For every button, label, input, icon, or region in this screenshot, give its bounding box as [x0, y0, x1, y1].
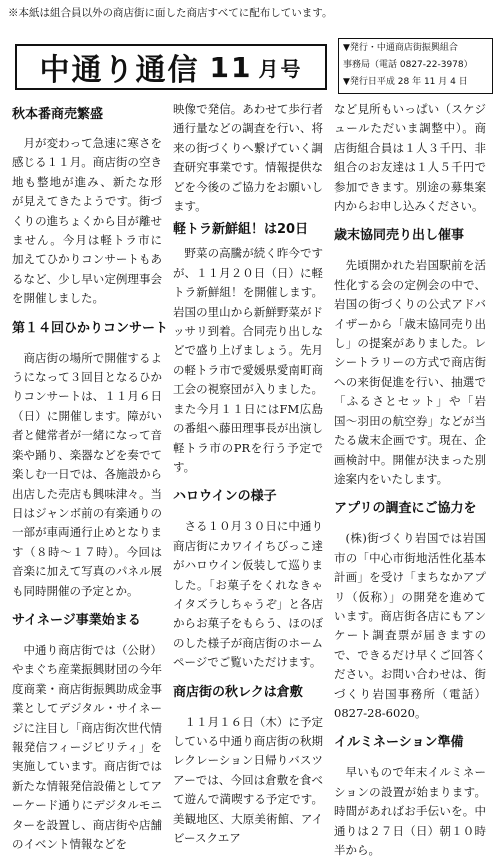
column-3	[334, 100, 486, 857]
article-heading: 軽トラ新鮮組！は20日	[173, 222, 309, 238]
article-body: さる１０月３０日に中通り商店街にカワイイちびっこ達がハロウイン仮装して巡りました。「お菓子をくれなきゃイタズラしちゃうぞ」と各店からお菓子をもらう、ほのぼのした様子が商店街のホームページでご覧いただけます。	[173, 519, 323, 670]
publisher-org: ▼発行・中通商店街振興組合	[343, 43, 458, 53]
article-body: 中通り商店街では（公財）やまぐち産業振興財団の今年度商業・商店街振興助成金事業としてデジタル・サイネージに注目し「商店街次世代情報発信フィージビリティ」を実施しています。商店街では新たな情報発信設備としてアーケード通りにデジタルモニターを設置し、商店街や店舗のイベント情報などを	[12, 642, 162, 851]
column-1	[12, 100, 169, 851]
masthead-issue-unit: 月号	[258, 56, 303, 81]
article-heading: アプリの調査にご協力を	[334, 501, 477, 517]
publisher-contact: 事務局（電話 0827-22-3978）	[343, 60, 473, 70]
article-body: 早いもので年末イルミネーションの設置が始まります。時間があればお手伝いを。中通りは２７日（日）朝１０時半から。	[334, 765, 486, 857]
column-2	[173, 100, 323, 845]
masthead	[15, 44, 327, 90]
distribution-notice: ※本紙は組合員以外の商店街に面した商店すべてに配布しています。	[8, 7, 333, 19]
article-heading: 商店街の秋レクは倉敷	[173, 684, 303, 700]
article-heading: サイネージ事業始まる	[12, 612, 141, 628]
article-heading: 秋本番商売繁盛	[12, 107, 104, 122]
article-body: 月が変わって急速に寒さを感じる１１月。商店街の空き地も整地が進み、新たな形が見えてきたようです。街づくりの進ちょくから目が離せません。今月は軽トラ市に加えてひかりコンサートもあるなど、少し早い定例理事会を開催しました。	[12, 136, 162, 306]
masthead-issue-number: 11	[209, 50, 253, 84]
publisher-date: ▼発行日平成 28 年 11 月 4 日	[343, 77, 468, 87]
article-body: 商店街の場所で開催するようになって３回目となるひかりコンサートは、１１月６日（日）に開催します。障がい者と健常者が一緒になって音楽や踊り、楽器などを奏でて楽しむ一日では、各施設から出店した売店も興味津々。当日はジャンボ前の有楽通りの一部が車両通行止めとなります（８時〜１７時）。今回は音楽に加えて写真のパネル展も同時開催の予定とか。	[12, 350, 162, 598]
article-heading: 第１４回ひかりコンサート	[12, 320, 169, 336]
article-body: １１月１６日（木）に予定している中通り商店街の秋期レクレーション日帰りバスツアーでは、今回は倉敷を食べて遊んで満喫する予定です。美観地区、大原美術館、アイビースクエア	[173, 714, 323, 845]
article-body: 野菜の高騰が続く昨今ですが、１１月２０日（日）に軽トラ新鮮組！を開催します。岩国の里山から新鮮野菜がドッサリ到着。合同売り出しなどで盛り上げましょう。先月の軽トラ市で愛媛県愛南町商工会の視察団が入りました。また今月１１日にはFM広島の番組へ藤田理事長が出演し軽トラ市のPRを行う予定です。	[173, 246, 323, 474]
article-body: 先頃開かれた岩国駅前を活性化する会の定例会の中で、岩国の街づくりの公式アドバイザーから「歳末協同売り出し」の提案がありました。レシートラリーの方式で商店街への来街促進を行い、抽選で「ふるさとセット」や「岩国〜羽田の航空券」などが当たる歳末企画です。現在、企画検討中。開催が決まった別途案内をいたします。	[334, 258, 486, 486]
article-body-continued: など見所もいっぱい（スケジュールただいま調整中）。商店街組合員は１人３千円、非組合のお友達は１人５千円で参加できます。別途の募集案内からお申し込みください。	[334, 102, 486, 214]
article-heading: ハロウインの様子	[173, 489, 277, 505]
article-heading: イルミネーション準備	[334, 735, 464, 751]
masthead-title: 中通り通信	[39, 53, 200, 88]
publisher-box	[338, 38, 493, 94]
article-body: (株)街づくり岩国では岩国市の「中心市街地活性化基本計画」を受け「まちなかアプリ（仮称）」の開発を進めています。商店街各店にもアンケート調査票が届きますので、できるだけ早くご回答ください。お問い合わせは、街づくり岩国事務所（電話）0827-28-6020。	[334, 531, 486, 720]
article-heading: 歳末協同売り出し催事	[334, 228, 465, 244]
article-body-continued: 映像で発信。あわせて歩行者通行量などの調査を行い、将来の街づくりへ繋げていく調査研究事業です。情報提供などを今後のご協力をお願いします。	[173, 102, 323, 214]
